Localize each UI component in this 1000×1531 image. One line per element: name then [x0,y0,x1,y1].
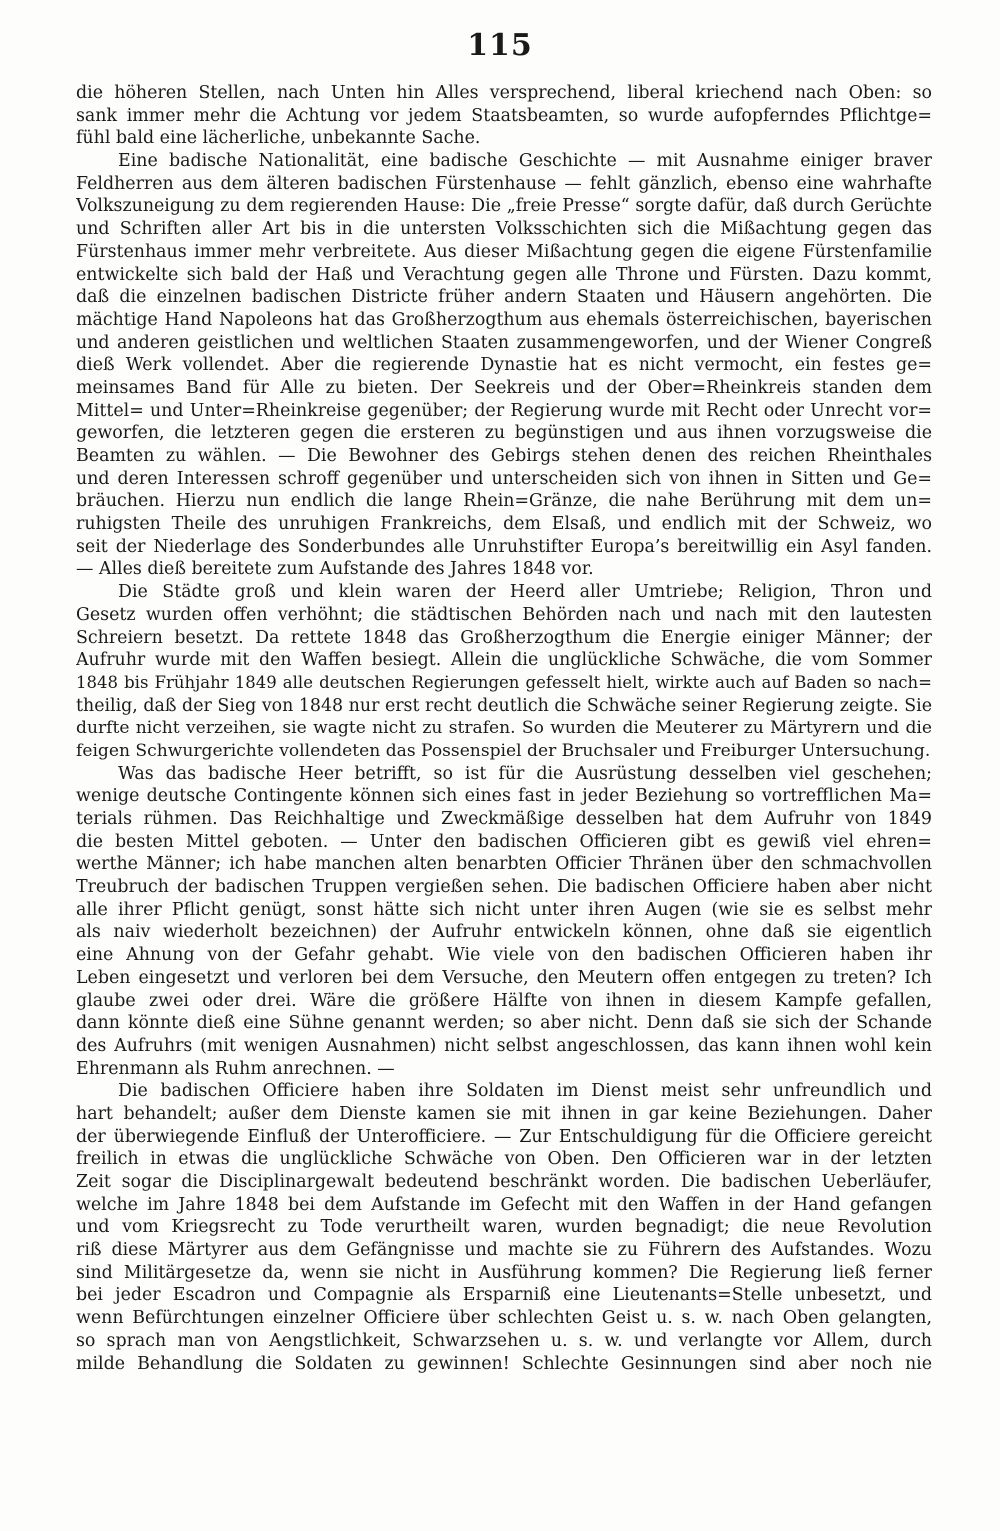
text-line: Leben eingesetzt und verloren bei dem Versuche, den Meutern offen entgegen zu treten? Ich [76,967,932,988]
text-line: riß diese Märtyrer aus dem Gefängnisse und machte sie zu Führern des Aufstandes. Wozu [76,1240,932,1261]
text-line: Die Städte groß und klein waren der Heerd aller Umtriebe; Religion, Thron und [118,582,932,603]
text-line: durfte nicht verzeihen, sie wagte nicht zu strafen. So wurden die Meuterer zu Märtyrern und die [76,718,932,739]
text-line: fühl bald eine lächerliche, unbekannte Sache. [76,128,481,149]
text-line: so sprach man von Aengstlichkeit, Schwarzsehen u. s. w. und verlangte vor Allem, durch [76,1330,932,1351]
text-line: geworfen, die letzteren gegen die ersteren zu begünstigen und aus ihnen vorzugsweise die [76,423,932,444]
text-line: und vom Kriegsrecht zu Tode verurtheilt waren, wurden begnadigt; die neue Revolution [76,1217,932,1238]
text-line: eine Ahnung von der Gefahr gehabt. Wie viele von den badischen Officieren haben ihr [76,945,932,966]
text-line: und anderen geistlichen und weltlichen Staaten zusammengeworfen, und der Wiener Congreß [76,332,932,353]
text-line: welche im Jahre 1848 bei dem Aufstande im Gefecht mit den Waffen in der Hand gefangen [76,1194,932,1215]
text-line: glaube zwei oder drei. Wäre die größere Hälfte von ihnen in diesem Kampfe gefallen, [76,990,932,1011]
text-line: Beamten zu wählen. — Die Bewohner des Gebirgs stehen denen des reichen Rheinthales [76,446,932,466]
text-line: freilich in etwas die unglückliche Schwäche von Oben. Den Officieren war in der letzten [76,1149,932,1170]
text-line: Volkszuneigung zu dem regierenden Hause: Die „freie Presse“ sorgte dafür, daß durch Gerüchte [76,196,932,217]
text-line: theilig, daß der Sieg von 1848 nur erst recht deutlich die Schwäche seiner Regierung zeigte. Sie [76,695,932,716]
text-line: Aufruhr wurde mit den Waffen besiegt. Allein die unglückliche Schwäche, die vom Sommer [76,650,932,671]
text-line: wenige deutsche Contingente können sich eines fast in jeder Beziehung so vortrefflichen Ma= [76,786,932,807]
text-line: wenn Befürchtungen einzelner Officiere über schlechten Geist u. s. w. nach Oben gelangten, [76,1308,932,1329]
text-line: die höheren Stellen, nach Unten hin Alles versprechend, liberal kriechend nach Oben: so [76,83,932,103]
text-line: Was das badische Heer betrifft, so ist für die Ausrüstung desselben viel geschehen; [118,763,932,784]
text-line: mächtige Hand Napoleons hat das Großherzogthum aus ehemals österreichischen, bayerischen [76,309,932,330]
text-line: alle ihrer Pflicht genügt, sonst hätte sich nicht unter ihren Augen (wie sie es selbst mehr [76,899,932,920]
text-line: hart behandelt; außer dem Dienste kamen sie mit ihnen in gar keine Beziehungen. Daher [76,1103,932,1124]
text-line: meinsames Band für Alle zu bieten. Der Seekreis und der Ober=Rheinkreis standen dem [76,377,932,398]
text-line: Feldherren aus dem älteren badischen Fürstenhause — fehlt gänzlich, ebenso eine wahrhafte [76,173,932,194]
text-line: die besten Mittel geboten. — Unter den badischen Officieren gibt es gewiß viel ehren= [76,831,932,852]
text-line: Ehrenmann als Ruhm anrechnen. — [76,1058,395,1079]
text-line: seit der Niederlage des Sonderbundes alle Unruhstifter Europa’s bereitwillig ein Asyl fanden. [76,536,932,557]
text-line: ruhigsten Theile des unruhigen Frankreichs, dem Elsaß, und endlich mit der Schweiz, wo [76,514,932,535]
text-line: Fürstenhaus immer mehr verbreitete. Aus dieser Mißachtung gegen die eigene Fürstenfamilie [76,241,932,262]
text-line: dieß Werk vollendet. Aber die regierende Dynastie hat es nicht vermocht, ein festes ge= [76,355,932,376]
text-line: entwickelte sich bald der Haß und Verachtung gegen alle Throne und Fürsten. Dazu kommt, [76,264,932,285]
text-line: dann könnte dieß eine Sühne genannt werden; so aber nicht. Denn daß sie sich der Schande [76,1013,932,1034]
text-line: milde Behandlung die Soldaten zu gewinnen! Schlechte Gesinnungen sind aber noch nie [76,1353,932,1374]
text-line: 1848 bis Frühjahr 1849 alle deutschen Regierungen gefesselt hielt, wirkte auch auf Baden so nach= [76,672,932,692]
text-line: des Aufruhrs (mit wenigen Ausnahmen) nicht selbst angeschlossen, das kann ihnen wohl kein [76,1035,932,1056]
text-line: sank immer mehr die Achtung vor jedem Staatsbeamten, so wurde aufopferndes Pflichtge= [76,105,932,126]
body-text [76,82,932,1375]
text-line: Mittel= und Unter=Rheinkreise gegenüber; der Regierung wurde mit Recht oder Unrecht vor= [76,400,932,421]
text-line: und Schriften aller Art bis in die untersten Volksschichten sich die Mißachtung gegen das [76,219,932,240]
text-line: werthe Männer; ich habe manchen alten benarbten Officier Thränen über den schmachvollen [76,854,932,875]
text-line: bei jeder Escadron und Compagnie als Ersparniß eine Lieutenants=Stelle unbesetzt, und [76,1285,932,1306]
text-line: sind Militärgesetze da, wenn sie nicht in Ausführung kommen? Die Regierung ließ ferner [76,1262,932,1283]
page-number: 115 [467,28,533,63]
text-line: der überwiegende Einfluß der Unterofficiere. — Zur Entschuldigung für die Officiere gereicht [76,1126,932,1147]
text-line: Treubruch der badischen Truppen vergießen sehen. Die badischen Officiere haben aber nicht [76,877,932,898]
text-line: feigen Schwurgerichte vollendeten das Possenspiel der Bruchsaler und Freiburger Untersuchung. [76,740,931,761]
text-line: Schreiern besetzt. Da rettete 1848 das Großherzogthum die Energie einiger Männer; der [76,627,932,648]
text-line: — Alles dieß bereitete zum Aufstande des Jahres 1848 vor. [76,559,594,580]
text-line: Eine badische Nationalität, eine badische Geschichte — mit Ausnahme einiger braver [118,151,932,172]
text-line: Zeit sogar die Disciplinargewalt bedeutend beschränkt worden. Die badischen Ueberläufer, [76,1172,932,1192]
text-line: Gesetz wurden offen verhöhnt; die städtischen Behörden nach und nach mit den lautesten [76,604,932,625]
text-line: daß die einzelnen badischen Districte früher andern Staaten und Häusern angehörten. Die [76,287,932,308]
text-line: bräuchen. Hierzu nun endlich die lange Rhein=Gränze, die nahe Berührung mit dem un= [76,491,932,512]
text-line: als naiv wiederholt bezeichnen) der Aufruhr entwickeln können, ohne daß sie eigentlich [76,922,932,943]
text-line: terials rühmen. Das Reichhaltige und Zweckmäßige desselben hat dem Aufruhr von 1849 [76,809,932,829]
text-line: und deren Interessen schroff gegenüber und unterscheiden sich von ihnen in Sitten und Ge= [76,468,932,489]
text-line: Die badischen Officiere haben ihre Soldaten im Dienst meist sehr unfreundlich und [118,1081,932,1102]
